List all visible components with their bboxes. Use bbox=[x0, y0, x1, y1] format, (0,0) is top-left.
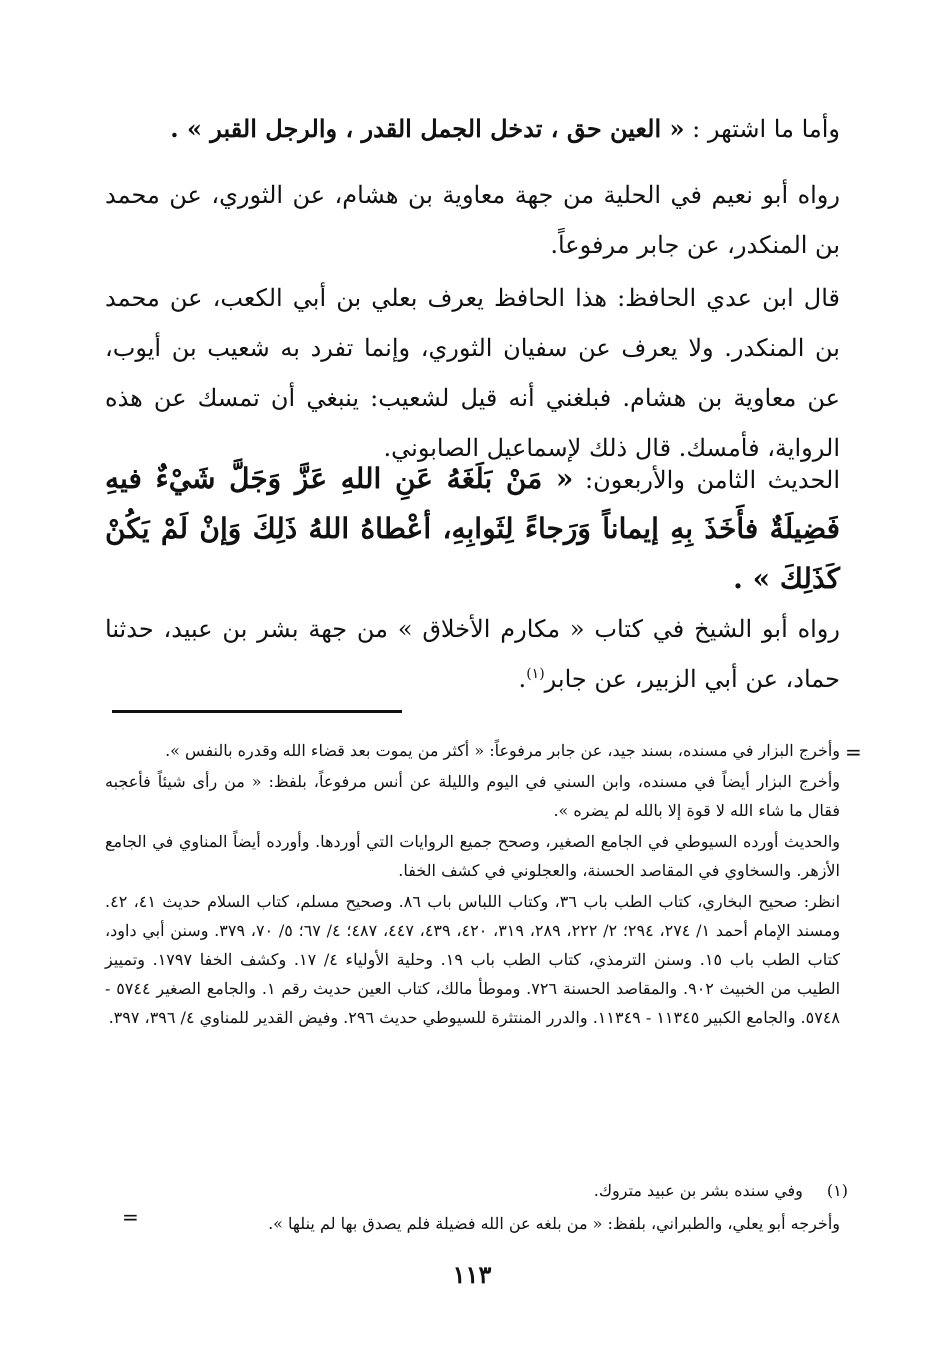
footnote-continuation-mark-top: = bbox=[845, 740, 862, 764]
footnotes-continued bbox=[105, 736, 840, 1034]
paragraph-5-text: رواه أبو الشيخ في كتاب « مكارم الأخلاق » من جهة بشر بن عبيد، حدثنا حماد، عن أبي الزبير، عن جابر bbox=[105, 615, 840, 693]
footnote-bazzar-2: وأخرج البزار أيضاً في مسنده، وابن السني في اليوم والليلة عن أنس مرفوعاً، بلفظ: « من رأى شيئاً فأعجبه فقال ما شاء الله لا قوة إلا بالله لم يضره ». bbox=[105, 772, 840, 820]
footnote-1-continued: وأخرجه أبو يعلي، والطبراني، بلفظ: « من بلغه عن الله فضيلة فلم يصدق بها لم ينلها ». bbox=[268, 1214, 840, 1233]
hadith-48-text: « مَنْ بَلَغَهُ عَنِ اللهِ عَزَّ وَجَلَّ شَيْءٌ فيهِ فَضِيلَةٌ فأَخَذَ بِهِ إيماناً وَرَجاءً لِثَوابِهِ، أعْطاهُ اللهُ ذَلِكَ وَإنْ لَمْ يَكُنْ كَذَلِكَ » . bbox=[105, 462, 840, 595]
paragraph-3-text: قال ابن عدي الحافظ: هذا الحافظ يعرف بعلي بن أبي الكعب، عن محمد بن المنكدر. ولا يعرف عن سفيان الثوري، وإنما تفرد به شعيب بن أيوب، عن معاوية بن هشام. فبلغني أنه قيل لشعيب: ينبغي أن تمسك عن هذه الرواية، فأمسك. قال ذلك لإسماعيل الصابوني. bbox=[105, 284, 840, 462]
hadith-48-intro: الحديث الثامن والأربعون: bbox=[585, 466, 840, 494]
footnote-suyuti: والحديث أورده السيوطي في الجامع الصغير، وصحح جميع الروايات التي أوردها. وأورده أيضاً المناوي في الجامع الأزهر. والسخاوي في المقاصد الحسنة، والعجلوني في كشف الخفا. bbox=[105, 832, 840, 880]
footnote-continuation-mark-bottom: = bbox=[122, 1205, 139, 1229]
hadith-48 bbox=[105, 455, 840, 605]
paragraph-5 bbox=[105, 604, 840, 704]
paragraph-1-intro: وأما ما اشتهر : bbox=[692, 115, 840, 143]
footnote-separator bbox=[112, 710, 402, 713]
footnote-bazzar-1: وأخرج البزار في مسنده، بسند جيد، عن جابر مرفوعاً: « أكثر من يموت بعد قضاء الله وقدره بالنفس ». bbox=[165, 741, 840, 760]
footnote-reference-1: (١) bbox=[526, 666, 545, 682]
paragraph-1 bbox=[105, 104, 840, 154]
paragraph-2-text: رواه أبو نعيم في الحلية من جهة معاوية بن هشام، عن الثوري، عن محمد بن المنكدر، عن جابر مرفوعاً. bbox=[105, 181, 840, 259]
paragraph-1-quote: « العين حق ، تدخل الجمل القدر ، والرجل القبر » . bbox=[170, 114, 685, 143]
footnote-1 bbox=[88, 1176, 848, 1205]
footnote-1-number: (١) bbox=[826, 1181, 848, 1200]
paragraph-3 bbox=[105, 273, 840, 473]
page-number: ١١٣ bbox=[452, 1260, 492, 1289]
footnote-1-text: وفي سنده بشر بن عبيد متروك. bbox=[593, 1181, 803, 1200]
footnote-references: انظر: صحيح البخاري، كتاب الطب باب ٣٦، وكتاب اللباس باب ٨٦. وصحيح مسلم، كتاب السلام حديث ٤١، ٤٢. ومسند الإمام أحمد ١/ ٢٧٤، ٢٩٤؛ ٢/ ٢٢٢، ٢٨٩، ٣١٩، ٤٢٠، ٤٣٩، ٤٤٧، ٤٨٧؛ ٤/ ٦٧؛ ٥/ ٧٠، ٣٧٩. وسنن أبي داود، كتاب الطب باب ١٥. وسنن الترمذي، كتاب الطب باب ١٩. وحلية الأولياء ٤/ ١٧. وكشف الخفا ١٧٩٧. وتمييز الطيب من الخبيث ٩٠٢. والمقاصد الحسنة ٧٢٦. وموطأ مالك، كتاب العين حديث رقم ١. والجامع الصغير ٥٧٤٤ - ٥٧٤٨. والجامع الكبير ١١٣٤٥ - ١١٣٤٩. والدرر المنتثرة للسيوطي حديث ٢٩٦. وفيض القدير للمناوي ٤/ ٣٩٦، ٣٩٧. bbox=[105, 892, 841, 1027]
paragraph-5-end: . bbox=[518, 665, 527, 693]
paragraph-2 bbox=[105, 170, 840, 270]
